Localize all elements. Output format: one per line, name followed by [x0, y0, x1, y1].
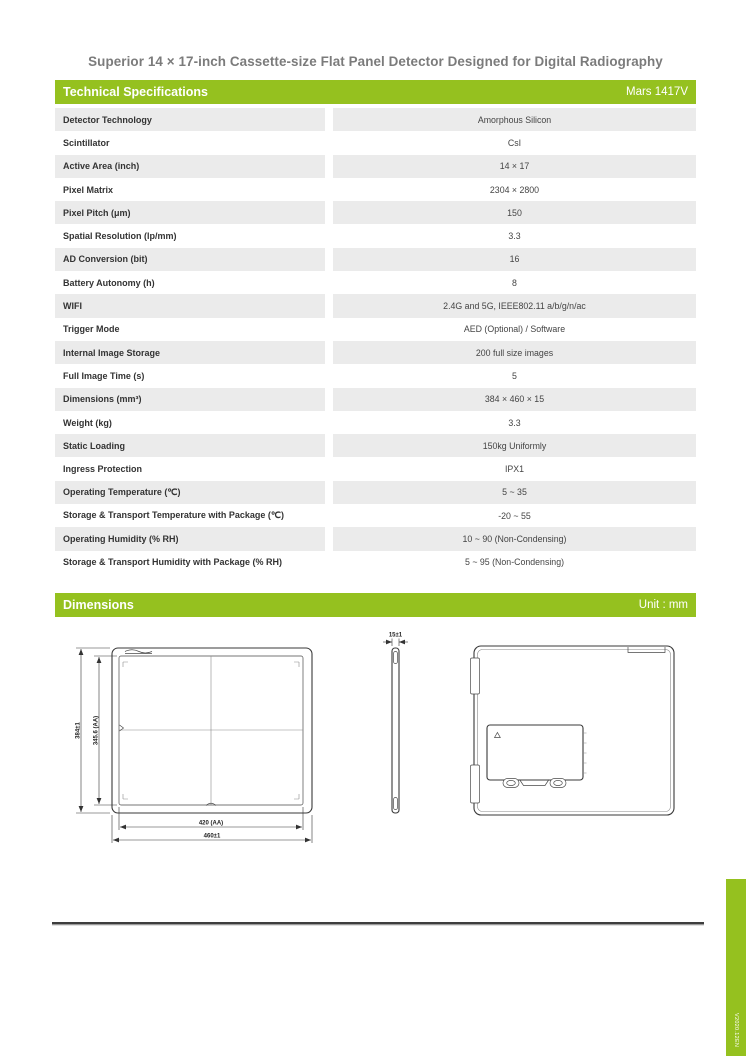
back-view-drawing: [471, 646, 675, 815]
version-code: V2020.12EN: [733, 1012, 739, 1047]
spec-label: Operating Humidity (% RH): [55, 527, 325, 550]
spec-label: Ingress Protection: [63, 464, 143, 475]
spec-label: Detector Technology: [55, 108, 325, 131]
left-rail-tab-bottom: [471, 765, 480, 803]
corner-tick-icon: [123, 794, 128, 799]
spec-value: 10 ~ 90 (Non-Condensing): [333, 527, 696, 550]
dim-width-outer: 460±1: [203, 833, 221, 840]
page-title: Superior 14 × 17-inch Cassette-size Flat Panel Detector Designed for Digital Radiography: [88, 54, 663, 69]
table-row: [55, 388, 696, 411]
latch-foot-right: [550, 779, 566, 788]
brand-logo-mark: [125, 650, 152, 653]
spec-value: 150kg Uniformly: [333, 434, 696, 457]
dimension-drawings: [55, 626, 715, 876]
dim-height-outer: 384±1: [75, 722, 82, 739]
spec-label: Pixel Pitch (μm): [55, 201, 325, 224]
spec-value: IPX1: [504, 464, 525, 475]
spec-table: [55, 108, 696, 574]
table-row: [55, 457, 696, 480]
table-row: [55, 551, 696, 574]
table-row: [55, 364, 696, 387]
table-row: [55, 108, 696, 131]
latch-foot-left: [503, 779, 519, 788]
spec-label: Storage & Transport Temperature with Package (℃): [63, 510, 284, 521]
spec-value: 5: [512, 370, 517, 381]
spec-value: 5 ~ 95 (Non-Condensing): [464, 557, 565, 568]
table-row: [55, 155, 696, 178]
technical-specifications-header-bar: [55, 80, 696, 104]
spec-value: CsI: [507, 137, 522, 148]
spec-value: AED (Optional) / Software: [463, 324, 566, 335]
version-tab: [726, 879, 746, 1056]
table-row: [55, 481, 696, 504]
spec-value: 200 full size images: [333, 341, 696, 364]
spec-label: WIFI: [55, 294, 325, 317]
spec-value: 384 × 460 × 15: [333, 388, 696, 411]
spec-label: Weight (kg): [63, 417, 112, 428]
spec-section-title: Technical Specifications: [63, 85, 208, 99]
spec-value: 8: [512, 277, 517, 288]
footer-divider: [52, 922, 704, 924]
table-row: [55, 271, 696, 294]
table-row: [55, 224, 696, 247]
spec-label: Battery Autonomy (h): [63, 277, 155, 288]
spec-label: AD Conversion (bit): [55, 248, 325, 271]
spec-value: 16: [333, 248, 696, 271]
spec-label: Operating Temperature (℃): [55, 481, 325, 504]
table-row: [55, 411, 696, 434]
spec-value: Amorphous Silicon: [333, 108, 696, 131]
model-name: Mars 1417V: [625, 86, 688, 98]
spec-label: Storage & Transport Humidity with Package (% RH): [63, 557, 283, 568]
table-row: [55, 248, 696, 271]
table-row: [55, 504, 696, 527]
side-view-drawing: [383, 633, 408, 814]
spec-label: Scintillator: [63, 137, 110, 148]
spec-value: 3.3: [508, 231, 521, 242]
table-row: [55, 178, 696, 201]
table-row: [55, 318, 696, 341]
spec-value: -20 ~ 55: [498, 510, 531, 521]
spec-label: Pixel Matrix: [63, 184, 114, 195]
dim-height-active: 345.6 (AA): [93, 715, 100, 746]
front-view-drawing: [76, 648, 313, 843]
battery-compartment: [487, 725, 583, 780]
dim-thickness: 15±1: [388, 632, 403, 639]
spec-label: Spatial Resolution (lp/mm): [63, 231, 177, 242]
side-profile-body: [392, 648, 399, 813]
table-row: [55, 341, 696, 364]
spec-value: 5 ~ 35: [333, 481, 696, 504]
left-rail-tab-top: [471, 658, 480, 694]
front-outer-housing: [112, 648, 312, 813]
dimensions-header-bar: [55, 593, 696, 617]
spec-value: 2304 × 2800: [489, 184, 540, 195]
table-row: [55, 434, 696, 457]
table-row: [55, 294, 696, 317]
spec-label: Static Loading: [55, 434, 325, 457]
spec-label: Dimensions (mm³): [55, 388, 325, 411]
table-row: [55, 201, 696, 224]
spec-value: 150: [333, 201, 696, 224]
dim-width-active: 420 (AA): [198, 820, 224, 827]
unit-label: Unit : mm: [638, 599, 688, 611]
dimensions-section-title: Dimensions: [63, 598, 134, 612]
spec-value: 2.4G and 5G, IEEE802.11 a/b/g/n/ac: [333, 294, 696, 317]
corner-tick-icon: [294, 662, 299, 667]
corner-tick-icon: [123, 662, 128, 667]
spec-label: Internal Image Storage: [55, 341, 325, 364]
table-row: [55, 527, 696, 550]
table-row: [55, 131, 696, 154]
spec-label: Active Area (inch): [55, 155, 325, 178]
spec-value: 14 × 17: [333, 155, 696, 178]
spec-label: Full Image Time (s): [63, 370, 145, 381]
corner-tick-icon: [294, 794, 299, 799]
spec-value: 3.3: [508, 417, 521, 428]
spec-label: Trigger Mode: [63, 324, 120, 335]
